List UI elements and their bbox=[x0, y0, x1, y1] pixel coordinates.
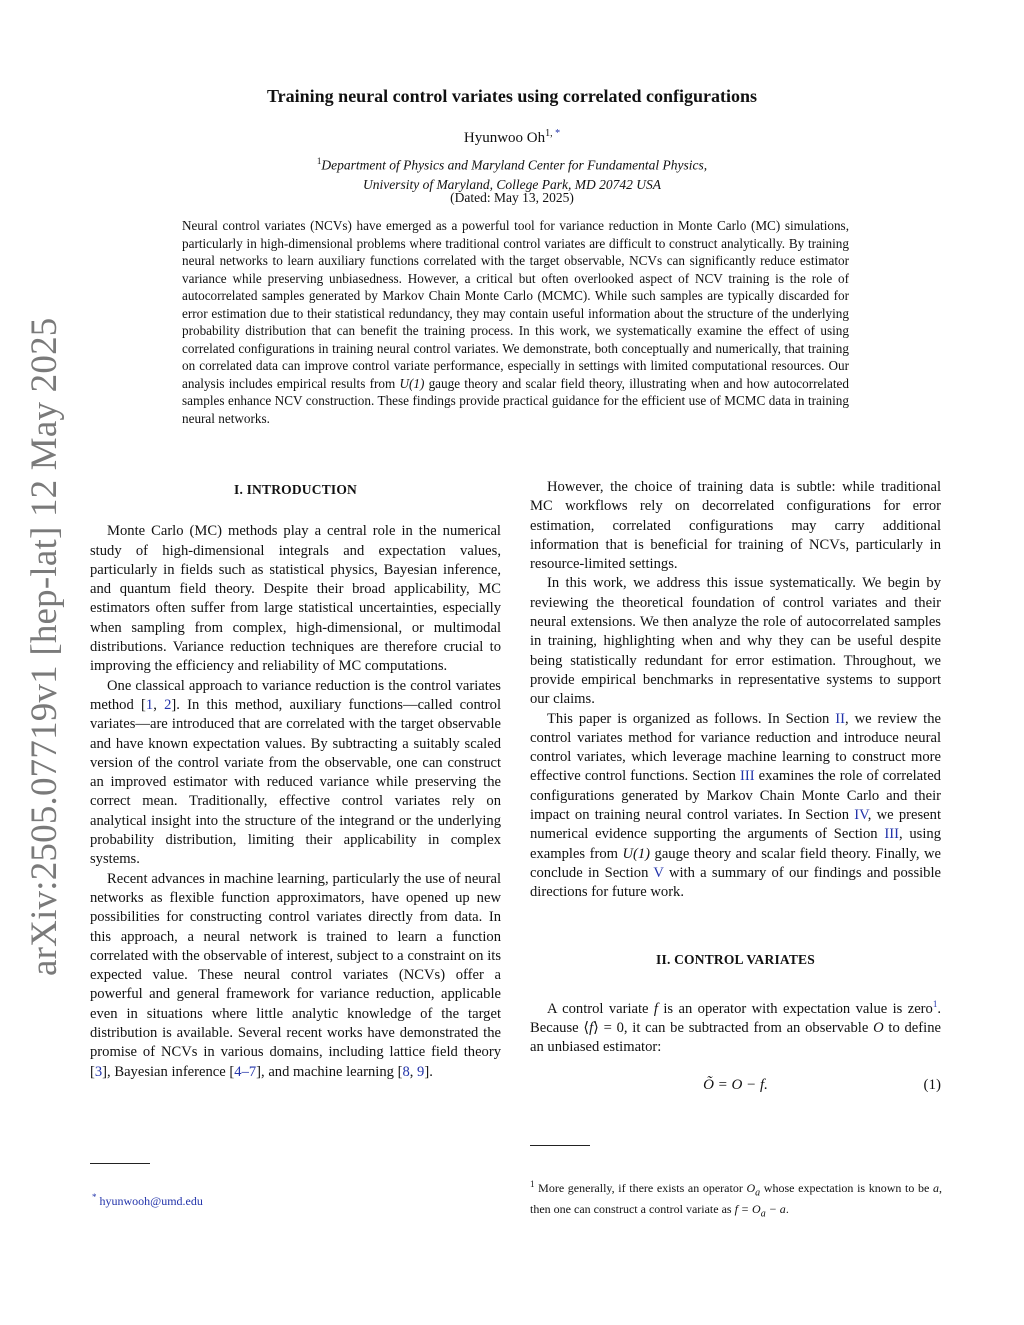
intro-paragraph-3: Recent advances in machine learning, particularly the use of neural networks as flexible function approximators, have opened up new possibilities for constructing control variates directly from data. In this approach, a neural network is trained to learn a function correlated with the observable of interest, subject to a constraint on its expected value. These neural control variates (NCVs) offer a powerful and general framework for variance reduction, applicable even in situations where little analytic knowledge of the target distribution is available. Several recent works have demonstrated the promise of NCVs in various domains, including lattice field theory [3], Bayesian inference [4–7], and machine learning [8, 9]. bbox=[90, 870, 501, 1080]
citation-link-3[interactable]: 3 bbox=[94, 1063, 103, 1080]
affiliation-mark: 1 bbox=[316, 156, 322, 166]
arxiv-identifier-stamp: arXiv:2505.07719v1 [hep-lat] 12 May 2025 bbox=[24, 317, 65, 976]
footnote-ref-1[interactable]: 1 bbox=[932, 998, 938, 1009]
author-name: Hyunwoo Oh bbox=[463, 130, 546, 146]
right-column bbox=[530, 478, 941, 1100]
footnote-email-mark: * bbox=[92, 1192, 97, 1202]
footnote-1-mark: 1 bbox=[530, 1179, 535, 1189]
citation-link-8[interactable]: 8 bbox=[402, 1063, 410, 1080]
abstract bbox=[182, 217, 849, 427]
citation-link-2[interactable]: 2 bbox=[164, 696, 172, 713]
equation-1 bbox=[530, 1076, 941, 1100]
intro-paragraph-2: One classical approach to variance reduction is the control variates method [1, 2]. In this method, auxiliary functions—called control variates—are introduced that are correlated with the target observable and have known expectation values. By subtracting a suitably scaled version of the control variate from the observable, one can construct an improved estimator with reduced variance while preserving the correct mean. Traditionally, effective control variates rely on analytical insight into the structure of the integrand or the underlying probability distribution, limiting their applicability in complex systems. bbox=[90, 677, 502, 868]
equation-body: Õ = O − f. bbox=[703, 1076, 768, 1093]
affiliation bbox=[0, 152, 1024, 194]
section-link-iii[interactable]: III bbox=[740, 768, 755, 785]
abstract-text-2: gauge theory and scalar field theory, illustrating when and how autocorrelated samples enhance NCV construction. These findings provide practical guidance for the efficient use of MCMC data in training neural networks. bbox=[182, 375, 849, 426]
intro-paragraph-5: In this work, we address this issue systematically. We begin by reviewing the theoretical foundation of control variates and their neural extensions. We then analyze the role of autocorrelated samples in training, highlighting when and why they can be useful despite being statistically redundant for error estimation. Throughout, we provide empirical benchmarks in representative systems to support our claims. bbox=[530, 575, 941, 708]
section-link-iii-2[interactable]: III bbox=[884, 826, 899, 843]
left-column bbox=[90, 478, 501, 1082]
section-link-iv[interactable]: IV bbox=[854, 807, 868, 824]
intro-paragraph-6: This paper is organized as follows. In Section II, we review the control variates method for variance reduction and introduce neural control variates, which leverage machine learning to construct more effective control functions. Section III examines the role of correlated configurations generated by Markov Chain Monte Carlo and their impact on training neural control variates. In Section IV, we present numerical evidence supporting the arguments of Section III, using examples from U(1) gauge theory and scalar field theory. Finally, we conclude in Section V with a summary of our findings and possible directions for future work. bbox=[530, 710, 942, 901]
citation-link-9[interactable]: 9 bbox=[417, 1063, 425, 1080]
intro-paragraph-1: Monte Carlo (MC) methods play a central role in the numerical study of high-dimensional integrals and expectation values, particularly in fields such as statistical physics, Bayesian inference, and quantum field theory. Despite their broad applicability, MC estimators often suffer from large statistical uncertainties, especially when sampling from complex, high-dimensional, or multimodal distributions. Variance reduction techniques are therefore crucial to improving the efficiency and reliability of MC computations. bbox=[90, 523, 501, 675]
affiliation-line-2: University of Maryland, College Park, MD 20742 USA bbox=[362, 176, 662, 192]
section-link-v[interactable]: V bbox=[653, 864, 664, 881]
intro-paragraph-4: However, the choice of training data is subtle: while traditional MC workflows rely on decorrelated configurations for error estimation, correlated configurations may carry additional information that is beneficial for training of NCVs, particularly in resource-limited settings. bbox=[530, 479, 941, 573]
footnote-rule-right bbox=[530, 1145, 590, 1146]
author-email-link[interactable]: hyunwooh@umd.edu bbox=[99, 1194, 203, 1208]
author-corresponding-mark[interactable]: * bbox=[555, 128, 561, 139]
author-line bbox=[0, 128, 1024, 147]
footnote-email bbox=[92, 1192, 203, 1209]
math-u1: U(1) bbox=[622, 845, 651, 862]
affiliation-line-1: Department of Physics and Maryland Center for Fundamental Physics, bbox=[321, 157, 708, 173]
dated-line: (Dated: May 13, 2025) bbox=[450, 190, 574, 205]
abstract-math-u1: U(1) bbox=[399, 375, 425, 391]
abstract-text-1: Neural control variates (NCVs) have emerged as a powerful tool for variance reduction in Monte Carlo (MC) simulations, particularly in high-dimensional problems where traditional control variates are difficult to construct analytically. By training neural networks to learn auxiliary functions correlated with the target observable, NCVs can significantly reduce estimator variance while preserving unbiasedness. However, a critical but often overlooked aspect of NCV training is the role of autocorrelated samples generated by Markov Chain Monte Carlo (MCMC). While such samples are typically discarded for error estimation due to their statistical redundancy, they may contain useful information about the structure of the underlying probability distribution that can benefit the training process. In this work, we systematically examine the effect of using correlated configurations in training neural control variates. We demonstrate, both conceptually and numerically, that training on correlated data can improve control variate performance, especially in settings with limited computational resources. Our analysis includes empirical results from bbox=[182, 218, 849, 391]
paper-title: Training neural control variates using correlated configurations bbox=[267, 86, 757, 106]
footnote-1: $^1$ More generally, if there exists an operator $O_a$ whose expectation is known to be a, then one can construct a control variate as $f = O_a - a$. bbox=[530, 1179, 942, 1220]
section-link-ii[interactable]: II bbox=[835, 710, 846, 727]
citation-link-1[interactable]: 1 bbox=[145, 696, 154, 713]
section-heading-introduction: I. INTRODUCTION bbox=[233, 482, 358, 497]
section-heading-control-variates: II. CONTROL VARIATES bbox=[656, 951, 815, 967]
equation-number: (1) bbox=[923, 1076, 941, 1093]
citation-link-4-7[interactable]: 4–7 bbox=[234, 1063, 257, 1080]
author-affil-mark: 1, bbox=[545, 128, 556, 139]
control-variates-paragraph: A control variate f is an operator with expectation value is zero$^1$. Because ⟨f⟩ = 0, it can be subtracted from an observable O to define an unbiased estimator: bbox=[530, 998, 941, 1056]
footnote-rule-left bbox=[90, 1163, 150, 1164]
